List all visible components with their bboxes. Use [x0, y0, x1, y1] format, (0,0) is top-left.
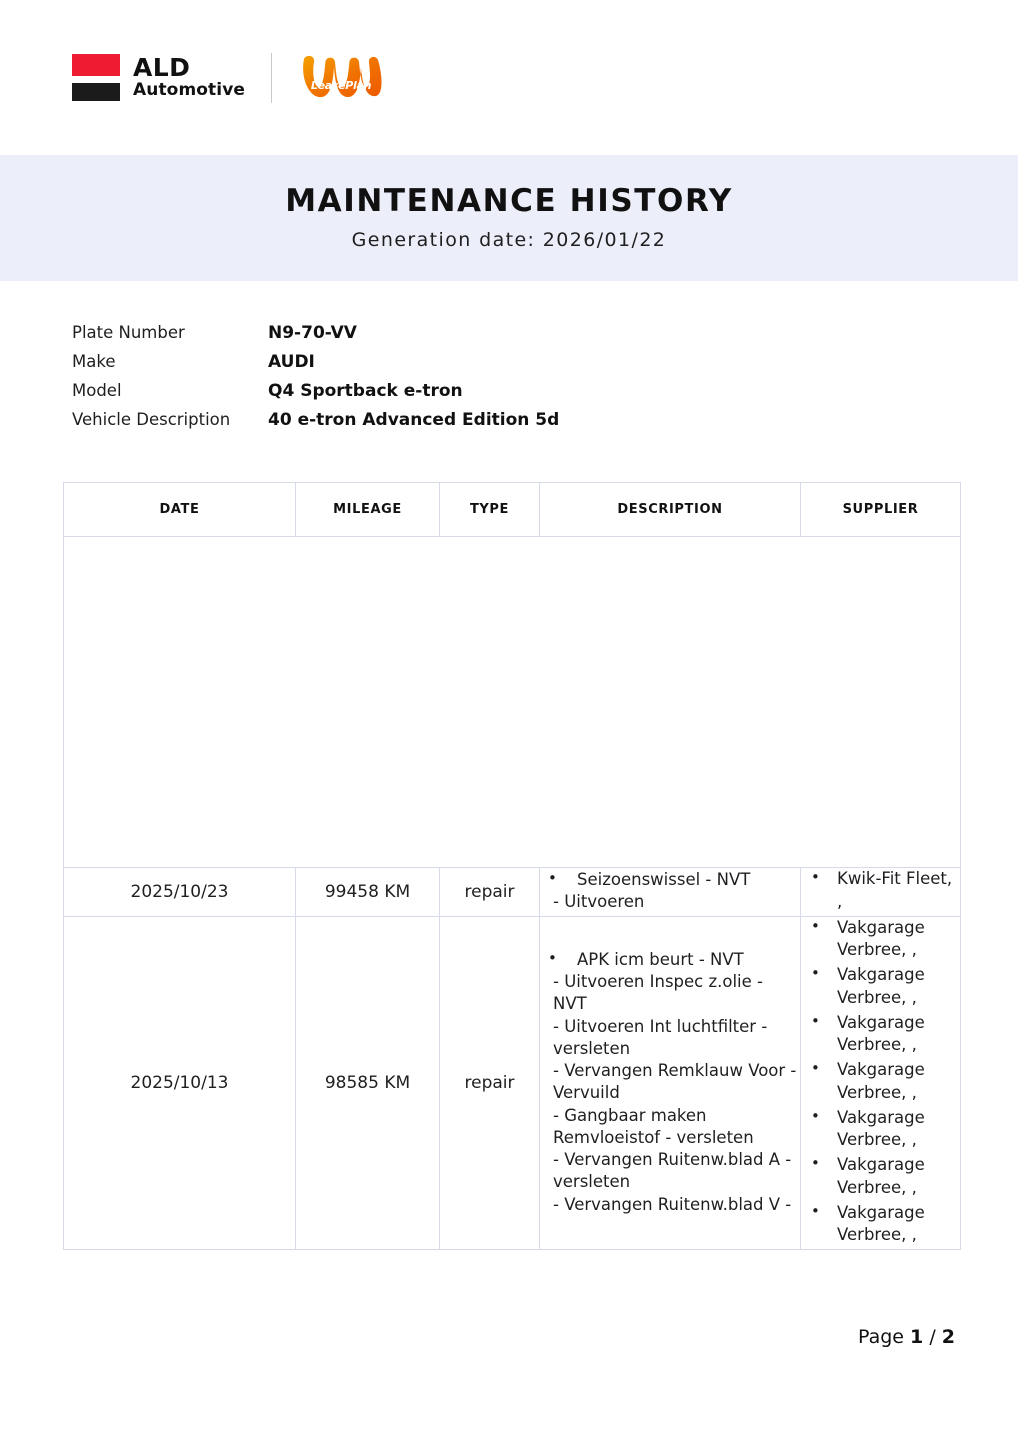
- ald-icon-red-block: [72, 54, 120, 76]
- leaseplan-wordmark: LeasePlan: [310, 78, 372, 92]
- page-label: Page: [858, 1326, 911, 1348]
- column-header-date: DATE: [64, 483, 296, 537]
- cell-mileage: 98585 KM: [296, 916, 440, 1250]
- column-header-type: TYPE: [440, 483, 540, 537]
- table-header: [64, 483, 961, 537]
- cell-supplier: [801, 916, 961, 1250]
- list-item: • Vakgarage Verbree, ,: [801, 1202, 960, 1248]
- description-head: APK icm beurt - NVT: [577, 949, 744, 969]
- cell-description: [540, 916, 801, 1250]
- description-sub: - Vervangen Ruitenw.blad A - versleten: [553, 1150, 792, 1192]
- supplier-bullet-list: [801, 868, 960, 914]
- cell-mileage: 99458 KM: [296, 868, 440, 917]
- page-current: 1: [910, 1326, 924, 1348]
- list-item: • Vakgarage Verbree, ,: [801, 1154, 960, 1200]
- maintenance-history-table: [63, 482, 961, 1250]
- page-title: MAINTENANCE HISTORY: [285, 183, 733, 219]
- ald-wordmark: [133, 55, 245, 99]
- description-sub: - Uitvoeren Int luchtfilter - versleten: [553, 1016, 768, 1058]
- column-header-description: DESCRIPTION: [540, 483, 801, 537]
- vehicle-info-row-description: [72, 410, 1018, 439]
- list-item: • Vakgarage Verbree, ,: [801, 1059, 960, 1105]
- vehicle-description-value: 40 e-tron Advanced Edition 5d: [268, 410, 560, 430]
- page-total: 2: [941, 1326, 955, 1348]
- vehicle-description-label: Vehicle Description: [72, 410, 231, 429]
- list-item: • Vakgarage Verbree, ,: [801, 1107, 960, 1153]
- table-header-row: [64, 483, 961, 537]
- description-sub: - Uitvoeren: [553, 892, 645, 912]
- description-bullet-list: [540, 869, 800, 914]
- logo-divider: [271, 53, 272, 103]
- description-bullet-list: [540, 949, 800, 1216]
- model-label: Model: [72, 381, 122, 400]
- list-item: • Vakgarage Verbree, ,: [801, 917, 960, 963]
- vehicle-info-block: [72, 323, 1018, 439]
- description-sub: - Uitvoeren Inspec z.olie - NVT: [553, 972, 763, 1014]
- ald-automotive-logo: [72, 54, 245, 101]
- make-value: AUDI: [268, 352, 315, 372]
- leaseplan-w-icon: [298, 53, 384, 103]
- description-sub: - Gangbaar maken Remvloeistof - versleten: [553, 1105, 754, 1147]
- cell-description: [540, 868, 801, 917]
- cell-supplier: [801, 868, 961, 917]
- description-sub: - Vervangen Remklauw Voor - Vervuild: [553, 1061, 797, 1103]
- model-value: Q4 Sportback e-tron: [268, 381, 463, 401]
- ald-wordmark-line2: Automotive: [133, 79, 246, 100]
- table-empty-cell: [64, 537, 961, 868]
- document-title-band: [0, 155, 1018, 281]
- list-item: • Kwik-Fit Fleet, ,: [801, 868, 960, 914]
- make-label: Make: [72, 352, 116, 371]
- list-item: • Vakgarage Verbree, ,: [801, 964, 960, 1010]
- column-header-supplier: SUPPLIER: [801, 483, 961, 537]
- list-item: [540, 869, 800, 914]
- cell-type: repair: [440, 916, 540, 1250]
- cell-type: repair: [440, 868, 540, 917]
- generation-date: Generation date: 2026/01/22: [351, 229, 667, 251]
- plate-number-value: N9-70-VV: [268, 323, 357, 343]
- brand-header: [0, 0, 1018, 155]
- table-body: [64, 537, 961, 1250]
- ald-wordmark-line1: ALD: [133, 53, 191, 83]
- ald-square-icon: [72, 54, 120, 101]
- vehicle-info-row-model: [72, 381, 1018, 410]
- list-item: [540, 949, 800, 1216]
- table-row: [64, 868, 961, 917]
- ald-icon-white-band: [72, 76, 120, 83]
- list-item: • Vakgarage Verbree, ,: [801, 1012, 960, 1058]
- cell-date: 2025/10/13: [64, 916, 296, 1250]
- table-empty-row: [64, 537, 961, 868]
- vehicle-info-row-plate: [72, 323, 1018, 352]
- column-header-mileage: MILEAGE: [296, 483, 440, 537]
- supplier-bullet-list: [801, 917, 960, 1248]
- ald-icon-black-block: [72, 83, 120, 101]
- description-sub: - Vervangen Ruitenw.blad V -: [553, 1194, 792, 1214]
- table-row: [64, 916, 961, 1250]
- cell-date: 2025/10/23: [64, 868, 296, 917]
- plate-number-label: Plate Number: [72, 323, 185, 342]
- page-footer: [858, 1326, 955, 1348]
- page-separator: /: [923, 1326, 942, 1348]
- leaseplan-logo: [298, 53, 384, 103]
- description-head: Seizoenswissel - NVT: [577, 870, 751, 889]
- vehicle-info-row-make: [72, 352, 1018, 381]
